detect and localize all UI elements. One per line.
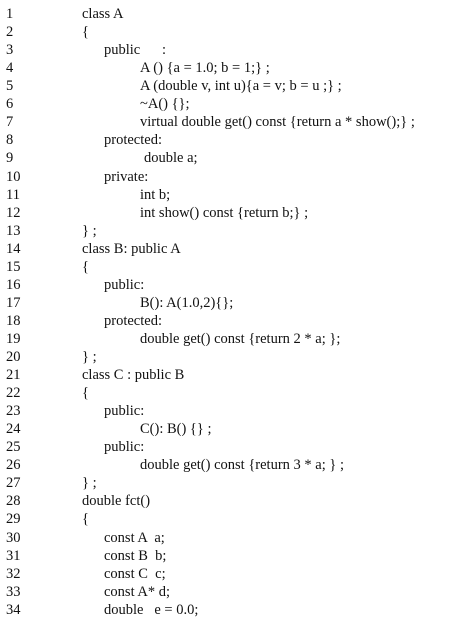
code-line	[0, 583, 462, 601]
code-line	[0, 186, 462, 204]
line-number: 14	[6, 240, 21, 257]
code-text: protected:	[104, 132, 162, 149]
code-line	[0, 366, 462, 384]
code-text: ~A() {};	[140, 96, 190, 113]
code-line	[0, 294, 462, 312]
code-line	[0, 456, 462, 474]
line-number: 28	[6, 493, 21, 510]
line-number: 27	[6, 475, 21, 492]
line-number: 17	[6, 294, 21, 311]
line-number: 13	[6, 222, 21, 239]
code-text: protected:	[104, 312, 162, 329]
code-text: } ;	[82, 222, 97, 239]
line-number: 20	[6, 348, 21, 365]
code-line	[0, 330, 462, 348]
code-line	[0, 204, 462, 222]
line-number: 1	[6, 6, 14, 22]
code-line	[0, 240, 462, 258]
code-text: const A* d;	[104, 583, 171, 600]
code-text: class C : public B	[82, 367, 185, 383]
code-line	[0, 276, 462, 294]
code-text: public :	[104, 42, 167, 59]
code-line	[0, 474, 462, 492]
line-number: 34	[6, 601, 21, 618]
line-number: 32	[6, 565, 21, 582]
line-number: 18	[6, 312, 21, 329]
line-number: 24	[6, 421, 21, 438]
code-text: {	[82, 24, 89, 41]
line-number: 22	[6, 385, 21, 402]
line-number: 25	[6, 439, 21, 456]
line-number: 12	[6, 204, 21, 221]
line-number: 9	[6, 150, 14, 167]
code-line	[0, 258, 462, 276]
line-number: 33	[6, 583, 21, 600]
code-text: {	[82, 258, 89, 275]
code-text: double e = 0.0;	[104, 601, 199, 618]
line-number: 16	[6, 276, 21, 293]
code-text: virtual double get() const {return a * show();} ;	[140, 114, 415, 131]
line-number: 31	[6, 547, 21, 564]
code-text: public:	[104, 276, 145, 293]
line-number: 3	[6, 42, 14, 59]
line-number: 21	[6, 367, 21, 383]
code-text: double get() const {return 2 * a; };	[140, 330, 341, 347]
code-line	[0, 601, 462, 619]
line-number: 2	[6, 24, 14, 41]
code-line	[0, 492, 462, 510]
code-text: const B b;	[104, 547, 167, 564]
code-text: {	[82, 511, 89, 528]
line-number: 6	[6, 96, 14, 113]
code-line	[0, 348, 462, 366]
code-text: double get() const {return 3 * a; } ;	[140, 457, 344, 474]
line-number: 8	[6, 132, 14, 149]
line-number: 15	[6, 258, 21, 275]
line-number: 5	[6, 78, 14, 95]
code-text: int show() const {return b;} ;	[140, 204, 309, 221]
code-line	[0, 131, 462, 149]
line-number: 26	[6, 457, 21, 474]
code-line	[0, 312, 462, 330]
code-text: class B: public A	[82, 240, 181, 257]
code-text: public:	[104, 403, 145, 420]
code-line	[0, 113, 462, 131]
code-line	[0, 95, 462, 113]
code-line	[0, 149, 462, 167]
code-line	[0, 222, 462, 240]
line-number: 19	[6, 330, 21, 347]
code-line	[0, 77, 462, 95]
line-number: 4	[6, 60, 14, 77]
line-number: 30	[6, 529, 21, 546]
code-line	[0, 565, 462, 583]
code-text: public:	[104, 439, 145, 456]
line-number: 11	[6, 186, 20, 203]
code-text: B(): A(1.0,2){};	[140, 294, 234, 311]
code-line	[0, 438, 462, 456]
code-text: } ;	[82, 475, 97, 492]
code-text: A (double v, int u){a = v; b = u ;} ;	[140, 78, 342, 95]
code-text: class A	[82, 6, 124, 22]
code-text: {	[82, 385, 89, 402]
line-number: 29	[6, 511, 21, 528]
code-line	[0, 547, 462, 565]
code-line	[0, 5, 462, 23]
code-line	[0, 41, 462, 59]
line-number: 7	[6, 114, 14, 131]
line-number: 10	[6, 168, 21, 185]
code-text: const C c;	[104, 565, 166, 582]
code-text: double fct()	[82, 493, 151, 510]
code-line	[0, 420, 462, 438]
code-line	[0, 59, 462, 77]
code-text: double a;	[144, 150, 198, 167]
line-number: 23	[6, 403, 21, 420]
code-text: private:	[104, 168, 149, 185]
code-line	[0, 168, 462, 186]
code-text: } ;	[82, 348, 97, 365]
code-line	[0, 23, 462, 41]
code-line	[0, 384, 462, 402]
code-text: int b;	[140, 186, 171, 203]
code-text: C(): B() {} ;	[140, 421, 212, 438]
code-text: const A a;	[104, 529, 165, 546]
code-text: A () {a = 1.0; b = 1;} ;	[140, 60, 270, 77]
code-line	[0, 402, 462, 420]
code-line	[0, 529, 462, 547]
code-line	[0, 510, 462, 528]
